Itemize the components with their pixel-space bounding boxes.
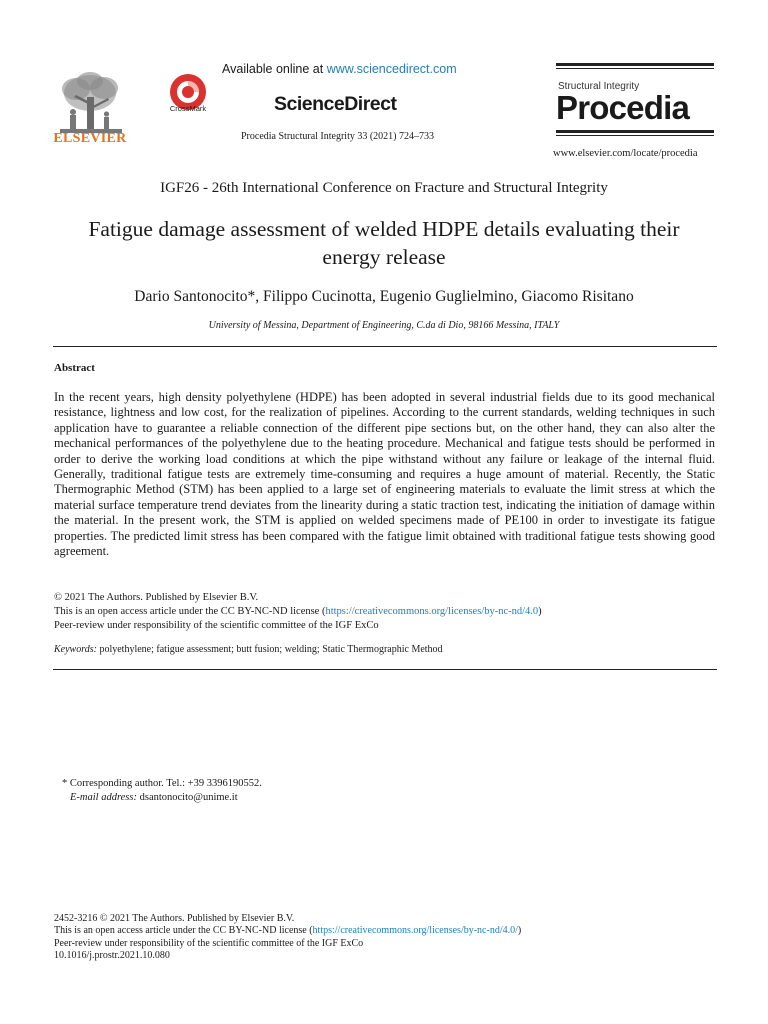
email-label: E-mail address: <box>70 792 137 803</box>
crossmark-label: CrossMark <box>169 104 207 113</box>
sciencedirect-title: ScienceDirect <box>274 93 397 115</box>
license-link[interactable]: https://creativecommons.org/licenses/by-nc-nd/4.0 <box>325 606 539 617</box>
conference-name: IGF26 - 26th International Conference on Fracture and Structural Integrity <box>160 180 608 196</box>
section-divider <box>53 669 717 670</box>
email-line <box>62 791 262 805</box>
procedia-title: Procedia <box>556 89 689 126</box>
license-line: This is an open access article under the CC BY-NC-ND license (https://creativecommons.org/licenses/by-nc-nd/4.0) <box>54 606 542 617</box>
corresponding-author <box>62 777 262 805</box>
footer-doi[interactable]: 10.1016/j.prostr.2021.10.080 <box>54 950 170 962</box>
abstract-body: In the recent years, high density polyethylene (HDPE) has been adopted in several industrial fields due to its good mechanical resistance, lightness and low cost, for the realization of pipelines. According to the current standards, welding techniques in such application have to guarantee a reliable connection of the different pipe sections but, on the other hand, they can also alter the mechanical performances of the polyethylene due to the heating procedure. Mechanical and fatigue tests should be performed in order to derive the working load conditions at which the pipe withstand without any failure or leakage of the internal fluid. Generally, traditional fatigue tests are extremely time-consuming and requires a huge amount of material. Recently, the Static Thermographic Method (STM) has been applied to a large set of engineering materials to evaluate the limit stress at which the material surface temperature trend deviates from the linearity during a static traction test, indicating the initiation of damage within the material. In the present work, the STM is applied on welded specimens made of PE100 in order to investigate its fatigue properties. The predicted limit stress has been compared with the fatigue limit obtained with traditional fatigue tests showing good agreement. <box>54 390 715 559</box>
keywords-label: Keywords: <box>54 644 97 655</box>
procedia-rule <box>556 135 714 136</box>
procedia-rule <box>556 63 714 66</box>
footer-issn-line: 2452-3216 © 2021 The Authors. Published by Elsevier B.V. <box>54 913 295 924</box>
corresponding-author-line: * Corresponding author. Tel.: +39 3396190552. <box>62 778 262 789</box>
keywords-list: polyethylene; fatigue assessment; butt fusion; welding; Static Thermographic Method <box>96 644 443 655</box>
footer-peer-review: Peer-review under responsibility of the scientific committee of the IGF ExCo <box>54 937 364 949</box>
author-list: Dario Santonocito*, Filippo Cucinotta, Eugenio Guglielmino, Giacomo Risitano <box>134 288 634 305</box>
email-address[interactable]: dsantonocito@unime.it <box>136 792 238 803</box>
peer-review-line: Peer-review under responsibility of the scientific committee of the IGF ExCo <box>54 620 379 631</box>
paper-title <box>40 215 728 271</box>
paper-title-line: Fatigue damage assessment of welded HDPE details evaluating their <box>88 217 680 241</box>
procedia-subtitle: Structural Integrity <box>558 81 640 92</box>
footer-license-link[interactable]: https://creativecommons.org/licenses/by-nc-nd/4.0/ <box>312 925 518 937</box>
affiliation: University of Messina, Department of Engineering, C.da di Dio, 98166 Messina, ITALY <box>208 320 560 331</box>
copyright-block <box>54 591 715 633</box>
abstract-heading: Abstract <box>54 362 95 374</box>
procedia-rule <box>556 68 714 69</box>
copyright-line: © 2021 The Authors. Published by Elsevier B.V. <box>54 592 259 603</box>
journal-homepage-link[interactable]: www.elsevier.com/locate/procedia <box>553 148 698 159</box>
journal-reference: Procedia Structural Integrity 33 (2021) 724–733 <box>241 131 435 142</box>
elsevier-wordmark: ELSEVIER <box>53 131 127 146</box>
footer-license-line: This is an open access article under the CC BY-NC-ND license (https://creativecommons.org/licenses/by-nc-nd/4.0/) <box>54 925 522 937</box>
available-online: Available online at www.sciencedirect.com <box>222 62 457 76</box>
sciencedirect-link[interactable]: www.sciencedirect.com <box>326 62 457 76</box>
paper-title-line: energy release <box>322 245 446 269</box>
procedia-rule <box>556 130 714 133</box>
section-divider <box>53 346 717 347</box>
footer <box>54 913 521 963</box>
keywords <box>54 644 443 655</box>
